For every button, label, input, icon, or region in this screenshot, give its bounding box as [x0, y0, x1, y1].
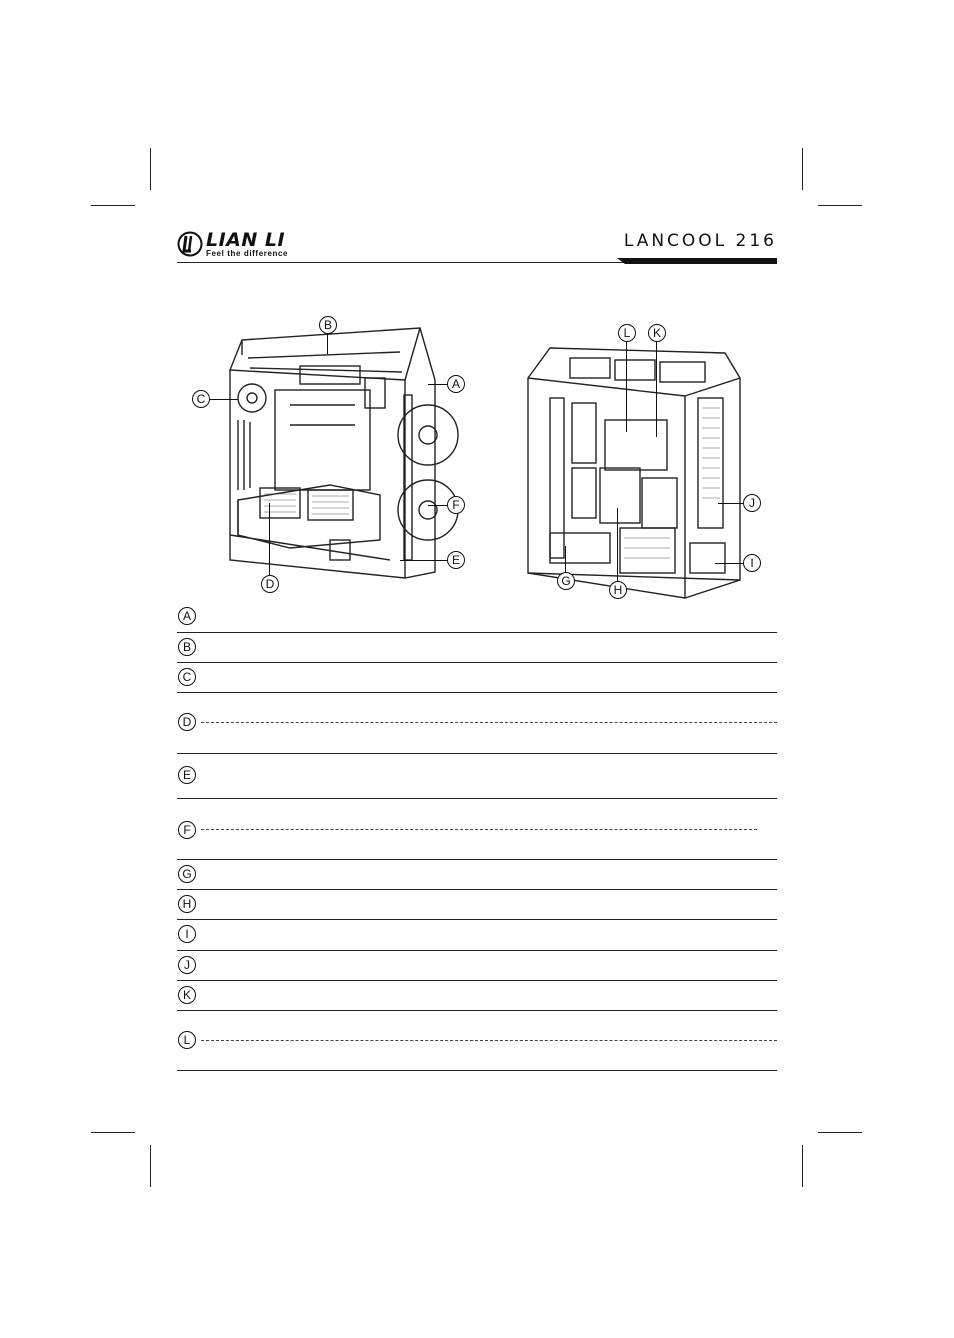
leader-line — [565, 546, 566, 572]
lianli-logo-icon — [177, 231, 203, 257]
callout-k: K — [648, 324, 666, 342]
crop-mark — [818, 205, 862, 206]
leader-line — [626, 342, 627, 432]
leader-line — [327, 334, 328, 354]
callout-d: D — [261, 575, 279, 593]
page-header — [177, 225, 777, 265]
legend-row — [177, 754, 777, 799]
dashed-divider — [201, 829, 757, 830]
leader-line — [617, 508, 618, 581]
dashed-divider — [201, 722, 777, 723]
crop-mark — [91, 205, 135, 206]
legend-letter: L — [178, 1031, 196, 1049]
case-rear-view — [510, 318, 780, 602]
legend-letter: C — [178, 668, 196, 686]
legend-row — [177, 663, 777, 693]
case-rear-illustration — [510, 318, 780, 602]
crop-mark — [818, 1132, 862, 1133]
case-front-illustration — [180, 310, 480, 600]
legend-letter: F — [178, 821, 196, 839]
legend-letter: H — [178, 895, 196, 913]
row-divider — [177, 1070, 777, 1071]
callout-c: C — [192, 390, 210, 408]
legend-letter: E — [178, 766, 196, 784]
legend-letter: G — [178, 865, 196, 883]
leader-line — [718, 503, 743, 504]
legend-letter: D — [178, 713, 196, 731]
legend-row — [177, 890, 777, 920]
callout-a: A — [447, 375, 465, 393]
leader-line — [715, 563, 743, 564]
brand-tagline: Feel the difference — [206, 249, 289, 258]
legend-letter: B — [178, 638, 196, 656]
legend-row — [177, 860, 777, 890]
leader-line — [400, 560, 447, 561]
callout-f: F — [447, 496, 465, 514]
crop-mark — [802, 1145, 803, 1187]
legend-letter: I — [178, 925, 196, 943]
callout-l: L — [618, 324, 636, 342]
callout-j: J — [743, 494, 761, 512]
callout-g: G — [557, 572, 575, 590]
legend-row — [177, 633, 777, 663]
legend-row — [177, 1011, 777, 1071]
leader-line — [656, 342, 657, 437]
crop-mark — [91, 1132, 135, 1133]
legend-row — [177, 951, 777, 981]
callout-e: E — [447, 551, 465, 569]
callout-b: B — [319, 316, 337, 334]
legend-row — [177, 981, 777, 1011]
legend-letter: A — [178, 607, 196, 625]
leader-line — [269, 503, 270, 575]
crop-mark — [150, 148, 151, 190]
leader-line — [428, 384, 447, 385]
legend-letter: K — [178, 986, 196, 1004]
dashed-divider — [201, 1040, 777, 1041]
callout-h: H — [609, 581, 627, 599]
legend-row — [177, 799, 777, 860]
crop-mark — [802, 148, 803, 190]
brand-name: LIAN LI — [206, 229, 286, 251]
leader-line — [428, 505, 447, 506]
legend-letter: J — [178, 956, 196, 974]
product-name: LANCOOL 216 — [623, 231, 777, 251]
legend-row — [177, 693, 777, 754]
legend-row — [177, 920, 777, 951]
header-accent-bar — [617, 258, 777, 264]
brand-logo — [177, 229, 317, 261]
legend-row — [177, 602, 777, 633]
leader-line — [210, 399, 238, 400]
crop-mark — [150, 1145, 151, 1187]
case-front-view — [180, 310, 480, 600]
callout-i: I — [743, 554, 761, 572]
